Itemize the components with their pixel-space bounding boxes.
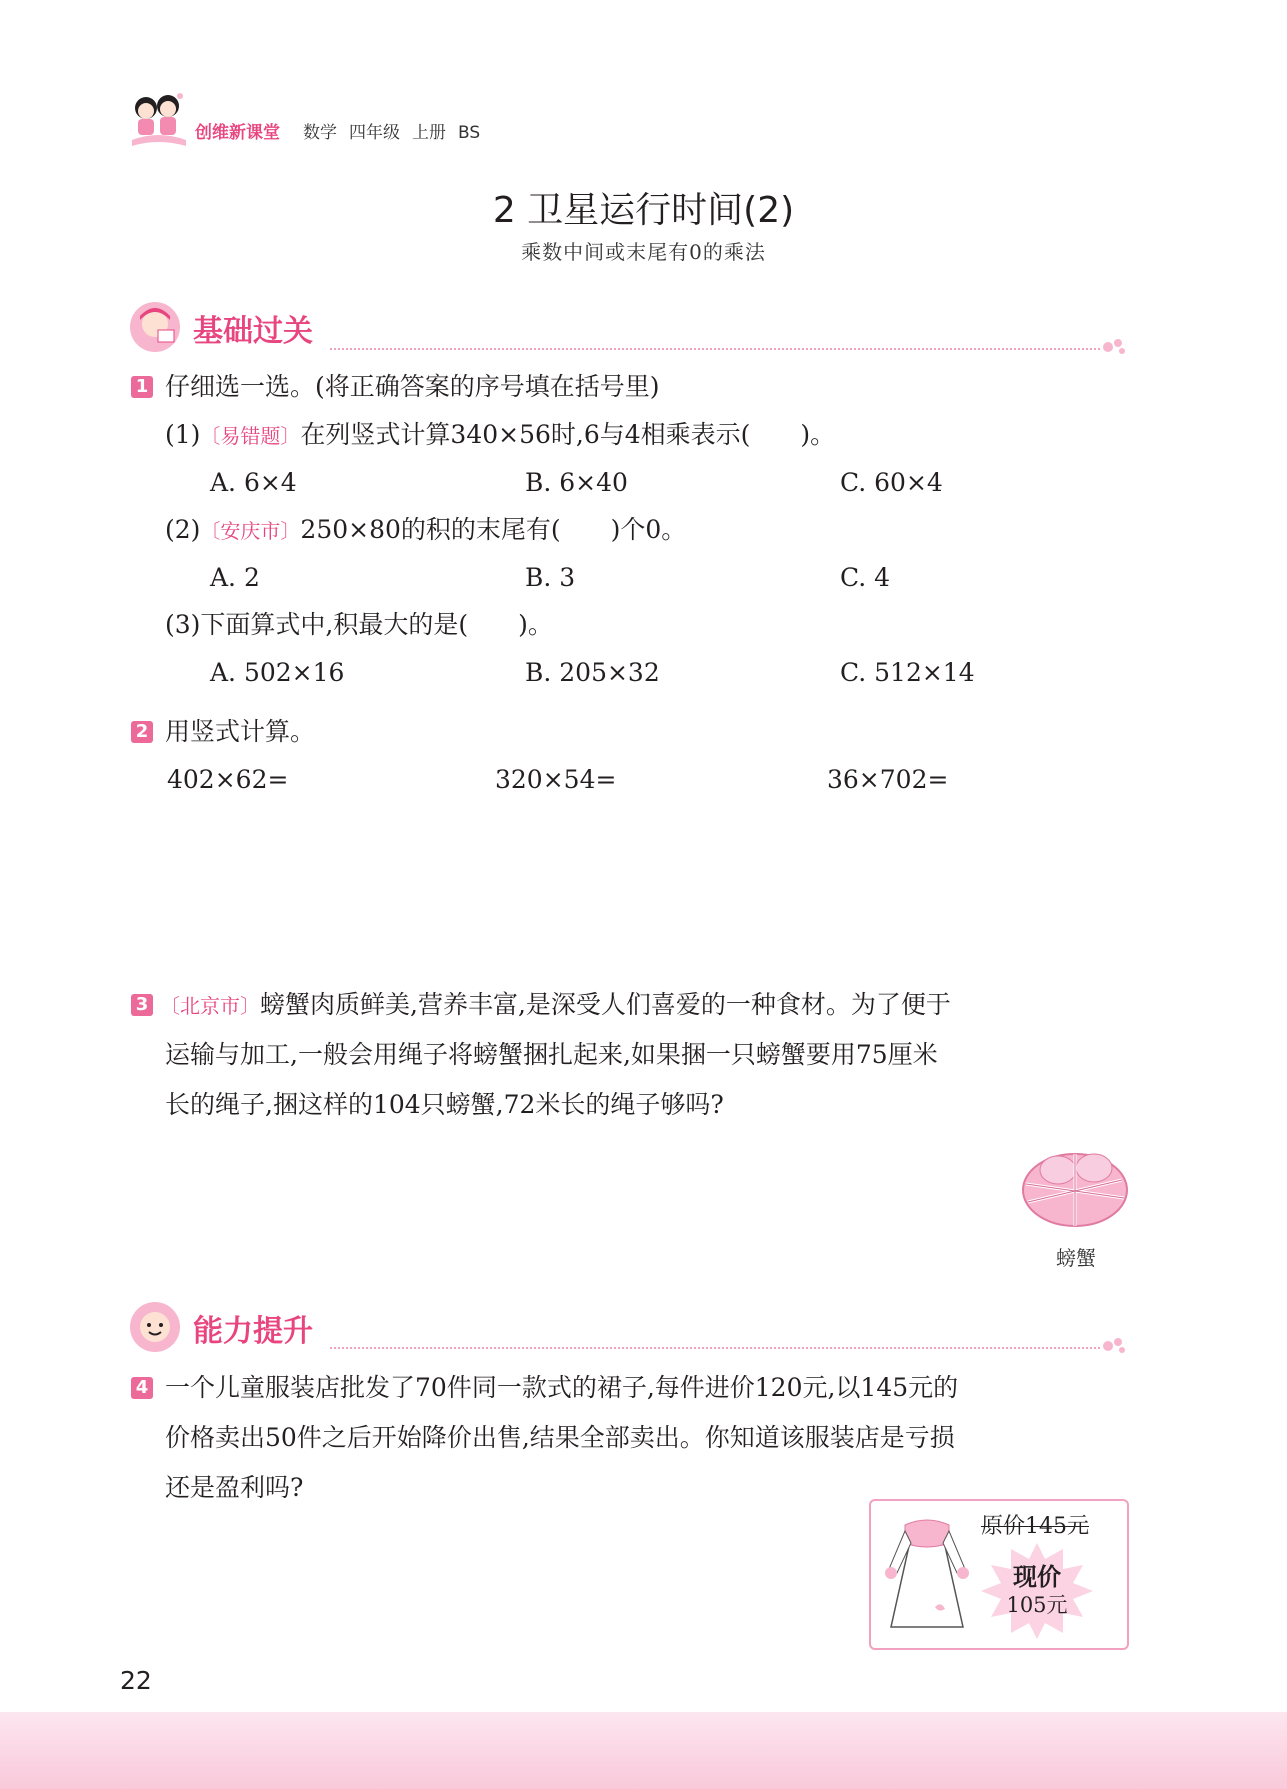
current-price: 105元 [1006,1593,1068,1617]
item-text: 250×80的积的末尾有( )个0。 [300,515,687,544]
subject-label: 数学 [303,123,337,143]
dots-ornament-icon [1102,1336,1128,1356]
q1-item-3 [165,600,553,651]
section-divider [330,1347,1100,1349]
option-b: B. 6×40 [525,468,628,497]
item-text: 下面算式中,积最大的是( )。 [200,610,553,639]
edition-label: BS [458,123,481,143]
advanced-section-icon [128,1300,182,1354]
crab-image [1018,1140,1132,1232]
brand-name: 创维新课堂 [195,123,280,143]
dots-ornament-icon [1102,337,1128,357]
q3-line-1 [160,980,951,1031]
calc-expression-1: 402×62= [167,765,289,794]
source-tag: 〔北京市〕 [160,994,260,1018]
item-prefix: (1) [165,420,201,449]
lesson-subtitle: 乘数中间或末尾有0的乘法 [521,240,766,264]
q3-line-3: 长的绳子,捆这样的104只螃蟹,72米长的绳子够吗? [165,1090,724,1119]
q3-text: 螃蟹肉质鲜美,营养丰富,是深受人们喜爱的一种食材。为了便于 [260,990,951,1019]
question-number: 4 [131,1377,153,1399]
q4-line-3: 还是盈利吗? [165,1473,304,1502]
item-prefix: (3) [165,610,201,639]
calc-expression-3: 36×702= [827,765,949,794]
book-info [303,118,492,143]
q1-item-1 [165,410,835,461]
q3-line-2: 运输与加工,一般会用绳子将螃蟹捆扎起来,如果捆一只螃蟹要用75厘米 [165,1040,938,1069]
volume-label: 上册 [412,123,446,143]
calc-expression-2: 320×54= [495,765,617,794]
grade-label: 四年级 [349,123,400,143]
option-b: B. 205×32 [525,658,660,687]
original-price: 原价145元 [981,1514,1089,1539]
question-number: 1 [131,376,153,398]
option-c: C. 4 [840,563,891,592]
dress-image [885,1517,969,1635]
source-tag: 〔安庆市〕 [200,519,301,543]
option-b: B. 3 [525,563,576,592]
question-number: 2 [131,721,153,743]
q2-prompt: 用竖式计算。 [165,717,316,746]
option-c: C. 60×4 [840,468,943,497]
page-number: 22 [120,1666,152,1695]
q4-line-1: 一个儿童服装店批发了70件同一款式的裙子,每件进价120元,以145元的 [165,1373,959,1402]
option-a: A. 502×16 [210,658,345,687]
lesson-title: 2 卫星运行时间(2) [492,190,795,231]
q1-prompt: 仔细选一选。(将正确答案的序号填在括号里) [165,372,660,401]
item-text: 在列竖式计算340×56时,6与4相乘表示( )。 [300,420,836,449]
q1-item-2 [165,505,686,556]
current-price-label: 现价 [1013,1563,1061,1591]
crab-caption: 螃蟹 [1056,1246,1096,1270]
question-number: 3 [131,994,153,1016]
option-a: A. 2 [210,563,260,592]
option-c: C. 512×14 [840,658,975,687]
basic-section-title: 基础过关 [193,314,313,349]
footer-band [0,1712,1287,1789]
item-prefix: (2) [165,515,201,544]
advanced-section-title: 能力提升 [193,1314,313,1349]
q4-line-2: 价格卖出50件之后开始降价出售,结果全部卖出。你知道该服装店是亏损 [165,1423,955,1452]
source-tag: 〔易错题〕 [200,424,301,448]
section-divider [330,348,1100,350]
option-a: A. 6×4 [210,468,297,497]
kids-mascot-logo [128,90,188,152]
basic-section-icon [128,300,182,354]
price-tag-box [869,1499,1129,1650]
